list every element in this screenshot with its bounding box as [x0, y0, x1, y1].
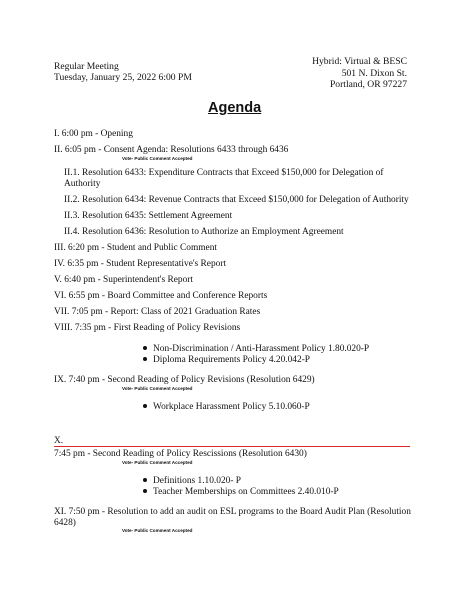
item-second-reading: IX. 7:40 pm - Second Reading of Policy Revisions (Resolution 6429)	[54, 375, 315, 385]
item-public-comment: III. 6:20 pm - Student and Public Comment	[54, 243, 218, 253]
location-line-3: Portland, OR 97227	[329, 79, 407, 90]
page-title: Agenda	[208, 100, 262, 116]
bullet-icon	[143, 489, 147, 493]
vote-note: Vote- Public Comment Accepted	[122, 156, 193, 161]
list-item	[143, 402, 310, 413]
item-resolution-6436: II.4. Resolution 6436: Resolution to Authorize an Employment Agreement	[64, 227, 344, 237]
list-item	[143, 476, 241, 487]
item-policy-rescissions: 7:45 pm - Second Reading of Policy Rescissions (Resolution 6430)	[54, 449, 307, 459]
item-x-number: X.	[54, 436, 64, 446]
item-board-reports: VI. 6:55 pm - Board Committee and Conference Reports	[54, 291, 268, 301]
item-resolution-6435: II.3. Resolution 6435: Settlement Agreement	[64, 211, 233, 221]
list-item	[143, 344, 369, 355]
vote-note: Vote- Public Comment Accepted	[122, 460, 193, 465]
divider-line	[54, 446, 410, 447]
list-item-text: Definitions 1.10.020- P	[153, 476, 242, 486]
bullet-icon	[143, 478, 147, 482]
list-item-text: Workplace Harassment Policy 5.10.060-P	[153, 402, 310, 412]
item-resolution-6434: II.2. Resolution 6434: Revenue Contracts that Exceed $150,000 for Delegation of Authority	[64, 195, 409, 205]
location-line-2: 501 N. Dixon St.	[341, 67, 407, 79]
item-esl-audit: XI. 7:50 pm - Resolution to add an audit on ESL programs to the Board Audit Plan (Resolution 6428)	[54, 507, 411, 528]
list-item-text: Teacher Memberships on Committees 2.40.010-P	[153, 487, 339, 497]
list-item	[143, 487, 339, 498]
list-item-text: Diploma Requirements Policy 4.20.042-P	[153, 355, 311, 365]
meeting-type: Regular Meeting	[54, 61, 119, 72]
item-consent-agenda: II. 6:05 pm - Consent Agenda: Resolutions 6433 through 6436	[54, 145, 289, 155]
bullet-icon	[143, 404, 147, 408]
location-line-1: Hybrid: Virtual & BESC	[312, 56, 407, 67]
vote-note: Vote- Public Comment Accepted	[122, 528, 193, 533]
item-student-report: IV. 6:35 pm - Student Representative's Report	[54, 259, 227, 269]
item-graduation-rates: VII. 7:05 pm - Report: Class of 2021 Graduation Rates	[54, 307, 261, 317]
item-first-reading: VIII. 7:35 pm - First Reading of Policy Revisions	[54, 323, 241, 333]
bullet-icon	[143, 346, 147, 350]
list-item-text: Non-Discrimination / Anti-Harassment Policy 1.80.020-P	[153, 344, 370, 354]
item-resolution-6433: II.1. Resolution 6433: Expenditure Contracts that Exceed $150,000 for Delegation of Authority	[64, 168, 384, 189]
meeting-date: Tuesday, January 25, 2022 6:00 PM	[54, 72, 192, 83]
vote-note: Vote- Public Comment Accepted	[122, 386, 193, 391]
list-item	[143, 355, 310, 366]
item-superintendent-report: V. 6:40 pm - Superintendent's Report	[54, 275, 194, 285]
bullet-icon	[143, 357, 147, 361]
item-opening: I. 6:00 pm - Opening	[54, 129, 133, 139]
